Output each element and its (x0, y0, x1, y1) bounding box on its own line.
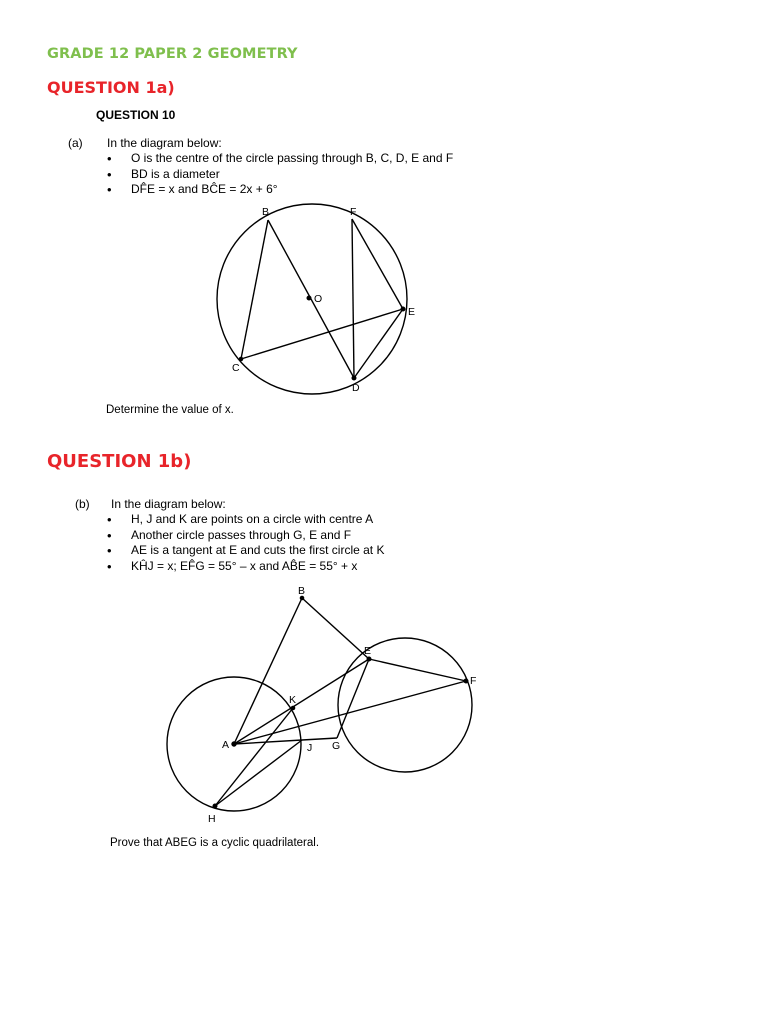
segment-bc (241, 220, 268, 359)
diagram-1a-labels (232, 206, 415, 394)
segment-eg (337, 659, 369, 738)
part-b-bullet: • KĤJ = x; EF̂G = 55° – x and AB̂E = 55° + x (105, 559, 384, 575)
point-k (291, 706, 294, 709)
diagram-1b (167, 596, 472, 811)
point-c (239, 357, 242, 360)
point-h (213, 804, 217, 808)
point-e (401, 307, 405, 311)
part-a-bullet: • DF̂E = x and BĈE = 2x + 6° (105, 182, 453, 198)
centre-point-o (307, 296, 311, 300)
part-a-intro: In the diagram below: (107, 136, 222, 150)
label-a: A (222, 739, 230, 751)
document-title: GRADE 12 PAPER 2 GEOMETRY (47, 46, 298, 62)
question-1a-heading: QUESTION 1a) (47, 78, 175, 97)
part-b-bullet: • AE is a tangent at E and cuts the first circle at K (105, 543, 384, 559)
label-d: D (352, 382, 360, 394)
part-a-label: (a) (68, 136, 83, 150)
part-b-bullet: • H, J and K are points on a circle with centre A (105, 512, 384, 528)
part-b-label: (b) (75, 497, 90, 511)
question-10-label: QUESTION 10 (96, 108, 176, 122)
label-h: H (208, 813, 216, 825)
label-e: E (364, 645, 372, 657)
question-1b-heading: QUESTION 1b) (47, 451, 192, 472)
circle-o (217, 204, 407, 394)
label-b: B (262, 206, 270, 218)
part-b-bullet: • Another circle passes through G, E and F (105, 528, 384, 544)
part-b-intro: In the diagram below: (111, 497, 226, 511)
diagram-1a (217, 204, 407, 394)
segment-be (302, 598, 372, 659)
segment-af (234, 681, 466, 744)
diagram-1b-labels (208, 585, 476, 825)
point-e (367, 657, 371, 661)
segment-ef (369, 659, 466, 681)
circle-gef (338, 638, 472, 772)
segment-ce (241, 309, 403, 359)
label-j: J (307, 742, 313, 754)
label-c: C (232, 362, 240, 374)
part-b-bullet-list (105, 512, 384, 574)
label-g: G (332, 740, 341, 752)
segment-fe (352, 219, 403, 309)
label-o: O (314, 293, 323, 305)
point-a (232, 742, 236, 746)
part-a-bullet: • O is the centre of the circle passing through B, C, D, E and F (105, 151, 453, 167)
segment-fd (352, 219, 354, 378)
label-b: B (298, 585, 306, 597)
part-a-instruction: Determine the value of x. (106, 404, 234, 416)
label-k: K (289, 694, 297, 706)
point-f (464, 679, 468, 683)
part-b-instruction: Prove that ABEG is a cyclic quadrilateral. (110, 837, 320, 849)
label-f: F (350, 206, 357, 218)
point-d (352, 376, 356, 380)
label-e: E (408, 306, 416, 318)
label-f: F (470, 675, 477, 687)
part-a-bullet: • BD is a diameter (105, 167, 453, 183)
